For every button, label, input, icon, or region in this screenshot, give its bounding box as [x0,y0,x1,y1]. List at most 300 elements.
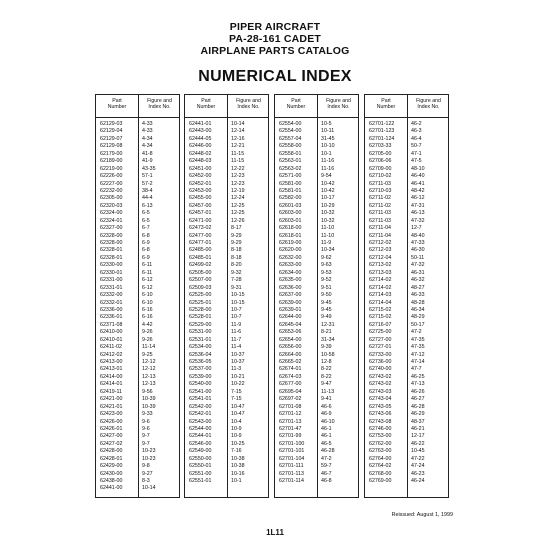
table-row [185,188,268,195]
figure-index: 8-18 [231,254,242,261]
part-number: 62769-00 [369,478,392,484]
part-number: 62653-06 [279,329,302,336]
table-row [185,292,268,299]
table-row [96,270,179,277]
figure-index: 47-32 [411,262,425,269]
figure-index: 9-29 [231,232,242,239]
table-row [96,158,179,165]
table-row [185,366,268,373]
figure-index: 6-10 [142,292,153,299]
figure-index: 12-23 [231,180,245,187]
table-row [275,314,358,321]
figure-index: 47-31 [411,202,425,209]
figure-index: 46-28 [411,403,425,410]
table-row [96,188,179,195]
table-row [96,195,179,202]
part-number: 62677-00 [279,381,302,388]
part-number: 62743-02 [369,381,392,388]
part-number-header: Part Number [107,98,127,110]
figure-index: 48-40 [411,232,425,239]
figure-index: 47-13 [411,381,425,388]
part-number: 62743-02 [369,373,392,380]
figure-index: 46-5 [321,440,332,447]
table-row [365,277,448,284]
table-row [96,404,179,411]
figure-index: 47-5 [411,158,422,165]
figure-index: 9-39 [321,344,332,351]
figure-index: 10-4 [231,418,242,425]
figure-index: 6-16 [142,314,153,321]
part-number: 62727-00 [369,336,392,343]
table-row [275,247,358,254]
figure-index: 10-9 [231,425,242,432]
part-number: 62701-104 [279,455,305,462]
figure-index: 10-32 [321,217,335,224]
part-number: 62336-00 [100,306,123,313]
part-number: 62636-00 [279,284,302,291]
part-number: 62709-00 [369,165,392,172]
figure-index: 10-32 [321,210,335,217]
table-row [185,300,268,307]
figure-index-header: Figure and Index No. [416,98,441,110]
part-number: 62603-01 [279,217,302,224]
table-row [365,314,448,321]
figure-index: 48-29 [411,314,425,321]
table-row [365,240,448,247]
part-number: 62712-03 [369,247,392,254]
figure-index: 46-40 [411,173,425,180]
table-row [96,426,179,433]
figure-index: 50-7 [411,143,422,150]
table-row [365,151,448,158]
table-row [365,181,448,188]
part-number: 62536-05 [189,359,212,365]
table-row [275,143,358,150]
table-row [275,374,358,381]
table-row [185,195,268,202]
table-row [185,426,268,433]
figure-index: 46-6 [321,403,332,410]
figure-index: 10-47 [231,411,245,418]
table-row [365,292,448,299]
figure-index: 47-14 [411,359,425,365]
figure-index: 10-39 [142,403,156,410]
part-number: 62328-01 [100,254,123,261]
part-number: 62328-00 [100,240,123,246]
part-number: 62712-04 [369,254,392,261]
part-number: 62582-00 [279,195,302,202]
part-number: 62541-01 [189,396,212,403]
table-row [275,366,358,373]
table-row [96,218,179,225]
figure-index: 47-33 [411,240,425,246]
figure-index: 12-25 [231,210,245,217]
part-number: 62549-00 [189,448,212,455]
table-row [185,478,268,485]
part-number: 62736-00 [369,359,392,365]
figure-index: 10-7 [231,306,242,313]
part-number: 62226-00 [100,173,123,180]
table-row [365,136,448,143]
table-row [275,203,358,210]
table-row [96,277,179,284]
part-number: 62701-99 [279,433,302,440]
table-row [275,225,358,232]
figure-index: 9-7 [142,433,150,440]
figure-index: 12-16 [231,135,245,142]
table-row [96,240,179,247]
part-number: 62499-02 [189,262,212,269]
table-row [365,322,448,329]
part-number: 62551-00 [189,470,212,477]
figure-index: 47-35 [411,336,425,343]
figure-index: 12-26 [231,217,245,224]
part-number: 62743-03 [369,388,392,395]
figure-index: 4-42 [142,321,153,328]
part-number: 62618-01 [279,232,302,239]
part-number: 62701-113 [279,470,304,477]
figure-index: 46-30 [411,247,425,254]
part-number: 62618-00 [279,225,302,232]
part-number: 62632-00 [279,254,302,261]
figure-index: 6-8 [142,232,150,239]
part-number: 62714-02 [369,284,392,291]
figure-index: 46-27 [411,396,425,403]
table-row [365,411,448,418]
part-number: 62550-01 [189,463,212,470]
figure-index: 46-8 [321,478,332,484]
table-row [96,136,179,143]
table-row [275,307,358,314]
part-number: 62227-00 [100,180,123,187]
part-number: 62701-111 [279,463,304,470]
figure-index: 9-6 [142,418,150,425]
figure-index: 10-21 [231,373,245,380]
table-row [365,396,448,403]
figure-index: 10-34 [321,247,335,254]
table-row [185,419,268,426]
part-number: 62764-00 [369,455,392,462]
page-title: NUMERICAL INDEX [198,68,352,85]
table-row [185,448,268,455]
figure-index: 50-11 [411,254,425,261]
part-number: 62529-00 [189,321,212,328]
figure-index: 48-42 [411,187,425,194]
part-number: 62701-123 [369,128,395,135]
figure-index: 6-5 [142,217,150,224]
table-row [275,240,358,247]
part-number: 62509-03 [189,284,212,291]
table-row [96,128,179,135]
table-row [365,344,448,351]
header-line-1: PIPER AIRCRAFT [229,21,321,33]
figure-index: 8-3 [142,478,150,484]
part-number: 62697-02 [279,396,302,403]
figure-index: 9-29 [231,240,242,246]
part-number: 62711-02 [369,202,391,209]
table-row [365,203,448,210]
figure-index: 10-5 [321,121,332,127]
part-number: 62531-01 [189,336,212,343]
part-number-header: Part Number [196,98,216,110]
table-row [275,128,358,135]
part-number: 62563-02 [279,165,302,172]
table-row [365,381,448,388]
part-number: 62537-00 [189,366,212,373]
figure-index: 12-12 [142,359,156,365]
table-row [275,337,358,344]
table-row [275,262,358,269]
figure-index: 44-4 [142,195,153,202]
figure-index: 10-37 [231,359,245,365]
table-row [275,441,358,448]
figure-index: 41-8 [142,150,153,157]
table-row [275,285,358,292]
table-row [185,337,268,344]
part-number: 62336-01 [100,314,123,321]
figure-index: 47-7 [411,366,422,373]
part-number: 62558-00 [279,143,302,150]
table-row [185,471,268,478]
table-row [185,255,268,262]
figure-index: 11-15 [231,158,245,165]
index-rows [365,121,448,485]
part-number: 62452-00 [189,173,212,180]
part-number: 62471-00 [189,217,212,224]
table-row [185,359,268,366]
part-number: 62701-13 [279,418,302,425]
part-number: 62554-00 [279,121,302,127]
table-row [185,396,268,403]
table-row [275,300,358,307]
figure-index: 9-51 [321,284,332,291]
figure-index: 8-17 [231,225,242,232]
table-row [275,255,358,262]
table-row [96,381,179,388]
figure-index: 46-9 [321,411,332,418]
table-row [96,352,179,359]
figure-index: 9-45 [321,306,332,313]
part-number: 62455-00 [189,195,212,202]
part-number: 62644-00 [279,314,302,321]
figure-index: 9-52 [321,277,332,284]
index-rows [275,121,358,485]
table-row [96,307,179,314]
figure-index: 10-10 [321,143,335,150]
figure-index: 10-42 [321,187,335,194]
figure-index: 6-9 [142,254,150,261]
figure-index: 9-54 [321,173,332,180]
figure-index: 46-31 [411,269,425,276]
part-number: 62711-03 [369,180,391,187]
part-number: 62550-00 [189,455,212,462]
figure-index: 12-8 [321,359,332,365]
figure-index: 6-16 [142,306,153,313]
part-number: 62542-01 [189,411,212,418]
figure-index: 38-4 [142,187,153,194]
index-column-2 [184,94,269,498]
table-row [365,433,448,440]
part-number-header: Part Number [376,98,396,110]
figure-index: 9-63 [321,262,332,269]
part-number: 62414-00 [100,373,123,380]
part-number: 62505-00 [189,269,212,276]
index-rows [185,121,268,485]
part-number: 62540-00 [189,381,212,388]
part-number: 62743-08 [369,418,392,425]
table-row [96,151,179,158]
table-row [365,121,448,128]
table-row [275,121,358,128]
part-number: 62320-03 [100,202,123,209]
part-number: 62525-00 [189,292,212,299]
table-row [185,277,268,284]
figure-index: 48-27 [411,284,425,291]
table-row [365,128,448,135]
table-row [275,381,358,388]
figure-index: 46-10 [321,418,335,425]
part-number: 62764-02 [369,463,392,470]
figure-index: 9-47 [321,381,332,388]
table-row [275,322,358,329]
page-number: 1L11 [266,528,284,537]
reissue-note: Reissued: August 1, 1999 [391,512,453,518]
figure-index: 9-8 [142,463,150,470]
part-number: 62438-00 [100,478,123,484]
figure-index: 47-32 [411,217,425,224]
table-row [96,389,179,396]
table-row [365,374,448,381]
part-number: 62711-03 [369,217,391,224]
figure-index: 11-6 [231,329,242,336]
figure-index-header: Figure and Index No. [147,98,172,110]
table-row [275,136,358,143]
part-number: 62371-08 [100,321,123,328]
figure-index: 9-26 [142,336,153,343]
figure-index: 46-25 [411,373,425,380]
table-row [275,151,358,158]
table-row [96,181,179,188]
part-number: 62763-00 [369,448,392,455]
table-row [96,314,179,321]
figure-index: 46-13 [411,210,425,217]
figure-index: 47-1 [411,150,422,157]
part-number: 62563-01 [279,158,302,165]
part-number: 62581-00 [279,180,302,187]
table-row [275,329,358,336]
table-row [365,366,448,373]
figure-index: 10-25 [231,440,245,447]
part-number: 62714-02 [369,277,392,284]
part-number: 62412-02 [100,351,123,358]
table-row [96,255,179,262]
table-row [365,270,448,277]
part-number: 62701-12 [279,411,302,418]
part-number: 62711-03 [369,210,391,217]
part-number: 62451-00 [189,165,212,172]
figure-index: 6-10 [142,299,153,306]
part-number: 62654-00 [279,336,302,343]
part-number: 62528-01 [189,314,212,321]
part-number: 62129-04 [100,128,123,135]
table-row [275,456,358,463]
table-row [96,329,179,336]
figure-index: 10-1 [231,478,242,484]
part-number: 62541-00 [189,388,212,395]
part-number: 62768-00 [369,470,392,477]
figure-index: 12-13 [142,373,156,380]
table-row [96,337,179,344]
table-row [365,352,448,359]
index-rows [96,121,179,493]
table-row [96,322,179,329]
figure-index: 6-5 [142,210,150,217]
part-number: 62536-04 [189,351,212,358]
figure-index: 46-22 [411,440,425,447]
table-row [365,471,448,478]
figure-index: 6-9 [142,240,150,246]
part-number: 62328-01 [100,247,123,254]
figure-index: 10-29 [321,202,335,209]
part-number: 62507-00 [189,277,212,284]
part-number: 62441-01 [189,121,212,127]
table-row [185,441,268,448]
figure-index: 10-45 [411,448,425,455]
part-number: 62410-01 [100,336,123,343]
part-number: 62528-00 [189,306,212,313]
part-number: 62324-01 [100,217,123,224]
table-row [365,404,448,411]
figure-index: 11-15 [231,150,245,157]
part-number: 62665-02 [279,359,302,365]
figure-index: 12-17 [411,433,425,440]
figure-index: 46-1 [321,425,332,432]
part-number: 62601-03 [279,202,302,209]
figure-index: 6-13 [142,202,153,209]
figure-index: 9-25 [142,351,153,358]
table-row [275,277,358,284]
table-row [365,158,448,165]
table-row [185,121,268,128]
figure-index: 11-9 [231,321,242,328]
figure-index: 10-16 [231,470,245,477]
figure-index: 4-33 [142,121,153,127]
figure-index: 7-28 [231,277,242,284]
figure-index: 12-21 [231,143,245,150]
part-number: 62743-06 [369,411,392,418]
table-row [96,203,179,210]
part-number: 62711-04 [369,232,391,239]
table-row [185,203,268,210]
figure-index: 12-14 [231,128,245,135]
part-number: 62725-00 [369,329,392,336]
table-row [96,478,179,485]
figure-index: 47-2 [411,329,422,336]
part-number: 62427-02 [100,440,123,447]
part-number: 62441-00 [100,485,123,492]
index-column-3 [274,94,359,498]
figure-index: 10-17 [321,195,335,202]
part-number: 62189-00 [100,158,123,165]
figure-index: 48-10 [411,165,425,172]
table-row [275,218,358,225]
table-row [275,166,358,173]
figure-index: 6-11 [142,262,153,269]
figure-index: 10-9 [231,433,242,440]
table-row [365,188,448,195]
figure-index: 4-34 [142,135,153,142]
table-row [275,471,358,478]
